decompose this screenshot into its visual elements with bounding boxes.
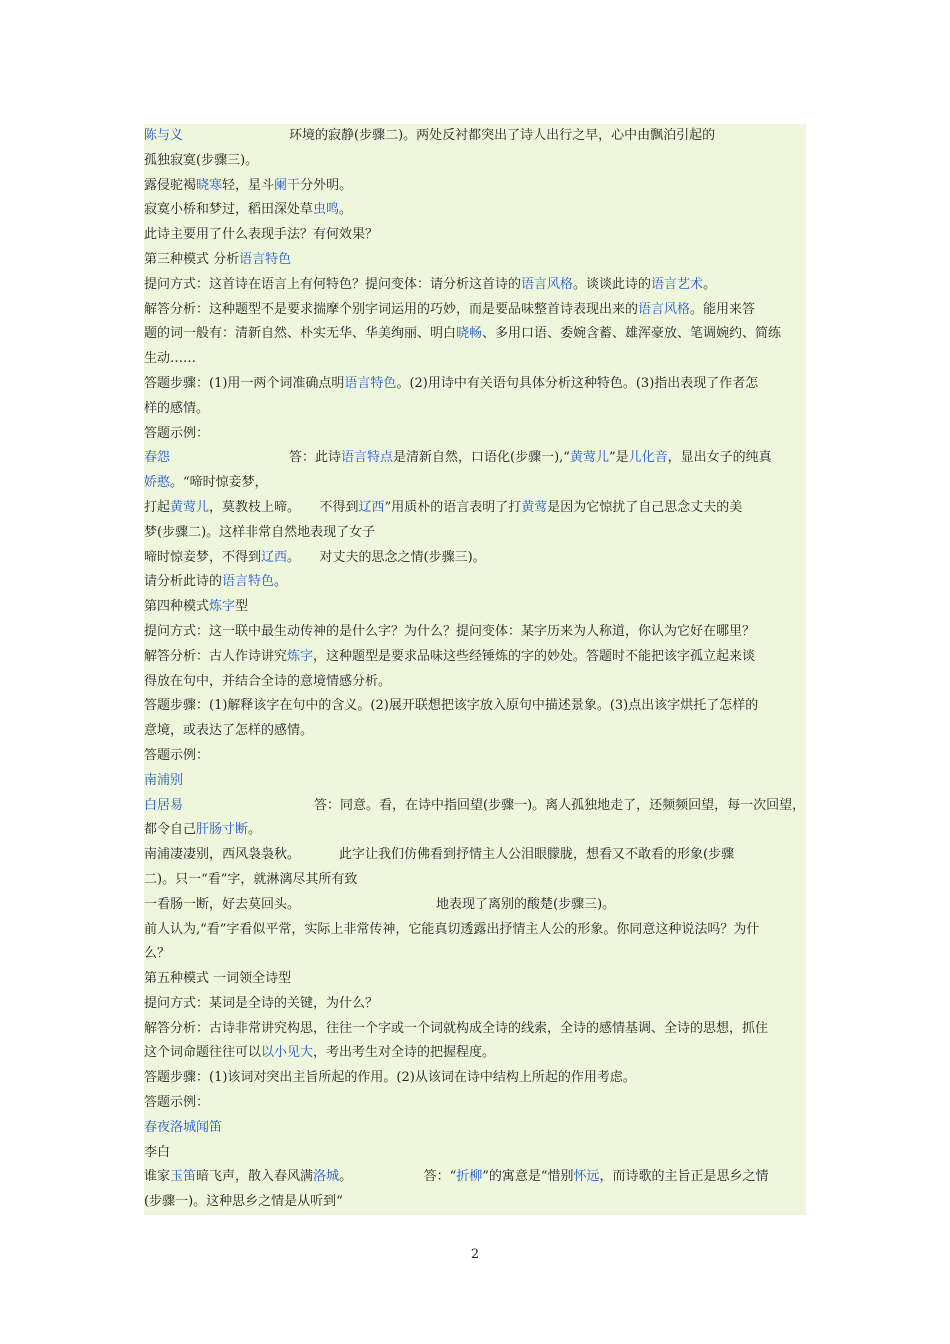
text-segment: 地表现了离别的酸楚(步骤三)。 [436,896,616,912]
text-line [144,868,806,893]
highlighted-term: 黄莺 [521,499,548,515]
text-line [144,372,806,397]
text-segment: 李白 [144,1144,171,1160]
highlighted-term: 春怨 [144,450,171,466]
text-segment: 轻，星斗 [222,177,275,193]
text-line [144,1041,806,1066]
text-segment: 。 [339,202,353,218]
highlighted-term: 语言特色 [344,375,397,391]
highlighted-term: 炼字 [287,648,314,664]
text-line [144,273,806,298]
highlighted-term: 语言风格 [521,276,574,292]
text-segment: 答题示例： [144,747,210,763]
text-line [144,124,806,149]
text-segment: 南浦凄凄别，西风袅袅秋。 [144,847,301,863]
page-number: 2 [470,1247,480,1262]
text-segment: 。谈谈此诗的 [573,276,652,292]
text-segment: (步骤一)。这种思乡之情是从听到“ [144,1194,343,1210]
text-segment: 么？ [144,946,171,962]
text-segment: 啼时惊妾梦，不得到 [144,549,262,565]
highlighted-term: 辽西 [358,499,385,515]
text-segment: 谁家 [144,1169,171,1185]
highlighted-term: 洛城 [313,1169,340,1185]
text-segment: 样的感情。 [144,400,210,416]
text-segment: 露侵驼褐 [144,177,197,193]
text-segment: 。 [248,822,262,838]
highlighted-term: 语言特点 [341,450,394,466]
text-segment: 型 [235,599,249,615]
highlighted-term: 娇憨 [144,475,171,491]
text-segment: 请分析此诗的 [144,574,223,590]
text-segment: 解答分析：这种题型不是要求揣摩个别字词运用的巧妙，而是要品味整首诗表现出来的 [144,301,639,317]
text-segment: 第五种模式 一词领全诗型 [144,971,292,987]
highlighted-term: 白居易 [144,797,184,813]
text-line [144,794,806,819]
text-segment: 是因为它惊扰了自己思念丈夫的美 [547,499,743,515]
text-segment: 都令自己 [144,822,197,838]
text-segment: 。能用来答 [690,301,756,317]
highlighted-term: 怀远 [573,1169,600,1185]
text-line [144,248,806,273]
text-segment: ，莫教枝上啼。 不得到 [209,499,359,515]
highlighted-term: 春夜洛城闻笛 [144,1119,223,1135]
text-segment: 答：此诗 [289,450,342,466]
text-segment: 是清新自然，口语化(步骤一),“ [393,450,570,466]
text-line [144,843,806,868]
text-segment: 前人认为,“看”字看似平常，实际上非常传神，它能真切透露出抒情主人公的形象。你同意这种说法吗？为什 [144,921,760,937]
highlighted-term: 虫鸣 [313,202,340,218]
text-segment: 一看肠一断，好去莫回头。 [144,896,301,912]
document-page [144,124,806,1215]
text-segment: 解答分析：古诗非常讲究构思，往往一个字或一个词就构成全诗的线索，全诗的感情基调、全诗的思想，抓住 [144,1020,769,1036]
text-line [144,769,806,794]
text-line [144,1165,806,1190]
highlighted-term: 儿化音 [628,450,668,466]
text-segment: 梦(步骤二)。这样非常自然地表现了女子 [144,524,376,540]
highlighted-term: 肝肠寸断 [196,822,249,838]
text-segment: 答题步骤：(1)解释该字在句中的含义。(2)展开联想把该字放入原句中描述景象。(3)点出该字烘托了怎样的 [144,698,759,714]
text-segment: ”的寓意是“惜别 [482,1169,574,1185]
text-line [144,1091,806,1116]
highlighted-term: 炼字 [209,599,236,615]
text-segment: 得放在句中，并结合全诗的意境情感分析。 [144,673,392,689]
text-segment: 、多用口语、委婉含蓄、雄浑豪放、笔调婉约、简练 [482,326,782,342]
text-line [144,397,806,422]
text-line [144,446,806,471]
text-line [144,645,806,670]
text-line [144,595,806,620]
text-segment: ”是 [608,450,629,466]
text-segment: 。 对丈夫的思念之情(步骤三)。 [287,549,486,565]
text-segment: 环境的寂静(步骤二)。两处反衬都突出了诗人出行之早，心中由飘泊引起的 [289,128,716,143]
text-line [144,694,806,719]
text-segment: 分外明。 [300,177,353,193]
text-line [144,198,806,223]
text-segment: 意境，或表达了怎样的感情。 [144,723,314,739]
highlighted-term: 陈与义 [144,128,184,143]
highlighted-term: 晓畅 [456,326,483,342]
text-segment: 此字让我们仿佛看到抒情主人公泪眼朦胧，想看又不敢看的形象(步骤 [339,847,735,863]
text-line [144,422,806,447]
text-segment: 第四种模式 [144,599,210,615]
text-segment: 题的词一般有：清新自然、朴实无华、华美绚丽、明白 [144,326,457,342]
text-segment: 提问方式：这一联中最生动传神的是什么字？为什么？提问变体：某字历来为人称道，你认为它好在哪里？ [144,623,756,639]
text-segment: 生动…… [144,351,197,367]
text-line [144,918,806,943]
text-segment: 孤独寂寞(步骤三)。 [144,152,259,168]
text-segment: 。 [274,574,288,590]
text-line [144,1141,806,1166]
highlighted-term: 南浦别 [144,772,184,788]
text-segment: 二)。只一“看”字，就淋漓尽其所有致 [144,871,358,887]
highlighted-term: 玉笛 [170,1169,197,1185]
text-line [144,818,806,843]
text-line [144,298,806,323]
text-segment: 答题步骤：(1)该词对突出主旨所起的作用。(2)从该词在诗中结构上所起的作用考虑。 [144,1070,636,1086]
text-segment: 。 答：“ [339,1169,457,1185]
text-line [144,174,806,199]
text-line [144,496,806,521]
text-segment: 。 [703,276,717,292]
text-line [144,149,806,174]
highlighted-term: 黄莺儿 [569,450,609,466]
text-line [144,223,806,248]
text-segment: ，而诗歌的主旨正是思乡之情 [599,1169,769,1185]
highlighted-term: 以小见大 [261,1045,314,1061]
text-segment: ，考出考生对全诗的把握程度。 [313,1045,496,1061]
text-line [144,620,806,645]
highlighted-term: 辽西 [261,549,288,565]
text-segment: ”用质朴的语言表明了打 [384,499,522,515]
highlighted-term: 阑干 [274,177,301,193]
text-segment: 答题步骤：(1)用一两个词准确点明 [144,375,345,391]
highlighted-term: 语言风格 [638,301,691,317]
text-line [144,719,806,744]
text-segment: 答题示例： [144,425,210,441]
text-line [144,1116,806,1141]
text-line [144,570,806,595]
text-segment: 寂寞小桥和梦过，稻田深处草 [144,202,314,218]
text-line [144,546,806,571]
highlighted-term: 晓寒 [196,177,223,193]
text-segment: 提问方式：这首诗在语言上有何特色？提问变体：请分析这首诗的 [144,276,522,292]
highlighted-term: 语言特色 [239,251,292,267]
text-segment: 。(2)用诗中有关语句具体分析这种特色。(3)指出表现了作者怎 [396,375,759,391]
text-line [144,670,806,695]
text-line [144,893,806,918]
text-line [144,744,806,769]
text-line [144,992,806,1017]
highlighted-term: 黄莺儿 [170,499,210,515]
highlighted-term: 语言艺术 [651,276,704,292]
text-segment: 答题示例： [144,1095,210,1111]
text-segment: 这个词命题往往可以 [144,1045,262,1061]
highlighted-term: 语言特色 [222,574,275,590]
text-segment: 打起 [144,499,171,515]
text-line [144,471,806,496]
highlighted-term: 折柳 [456,1169,483,1185]
text-segment: 此诗主要用了什么表现手法？有何效果？ [144,227,379,243]
text-line [144,967,806,992]
text-segment: ，这种题型是要求品味这些经锤炼的字的妙处。答题时不能把该字孤立起来谈 [313,648,756,664]
text-line [144,1017,806,1042]
text-line [144,347,806,372]
text-line [144,942,806,967]
text-segment: 提问方式：某词是全诗的关键，为什么？ [144,995,379,1011]
text-line [144,1066,806,1091]
text-segment: ，显出女子的纯真 [667,450,772,466]
text-segment: 第三种模式 分析 [144,251,240,267]
text-line [144,1190,806,1215]
text-line [144,322,806,347]
text-segment: 暗飞声，散入春风满 [196,1169,314,1185]
text-segment: 。“啼时惊妾梦， [170,475,268,491]
text-segment: 解答分析：古人作诗讲究 [144,648,288,664]
text-line [144,521,806,546]
text-segment: 答：同意。看，在诗中指回望(步骤一)。离人孤独地走了，还频频回望，每一次回望， [314,797,806,813]
document-body [144,124,806,1215]
